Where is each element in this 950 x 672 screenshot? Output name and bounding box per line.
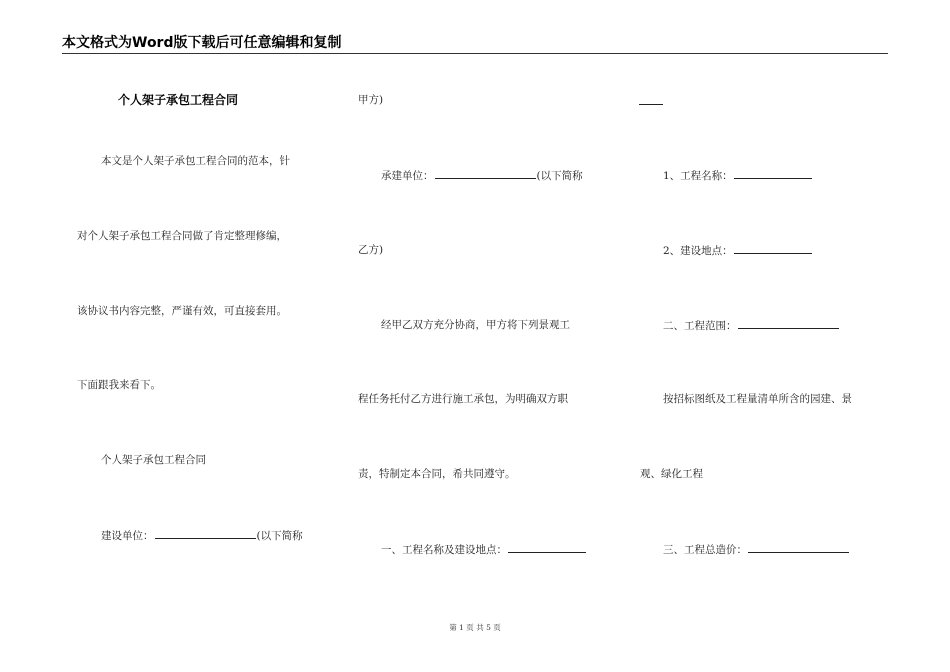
chengjian-danwei-line (381, 168, 583, 183)
body-line-2: 程任务托付乙方进行施工承包，为明确双方职 (358, 393, 568, 405)
body-line-3: 责，特制定本合同，希共同遵守。 (358, 468, 516, 480)
intro-line-2: 对个人架子承包工程合同做了肯定整理修编， (77, 230, 287, 242)
document-header: 本文格式为Word版下载后可任意编辑和复制 (62, 35, 342, 51)
scope-line-2: 观、绿化工程 (640, 468, 703, 480)
chengjian-danwei-suffix: (以下简称 (536, 170, 583, 182)
intro-line-3: 该协议书内容完整，严谨有效，可直接套用。 (77, 305, 287, 317)
col3-top-blank-line (638, 94, 664, 109)
section-2-line (663, 318, 840, 333)
jianshe-danwei-blank (155, 528, 256, 539)
item-1-blank (734, 168, 812, 179)
header-divider (62, 53, 888, 54)
item-2-line (663, 243, 813, 258)
jianshe-danwei-label: 建设单位： (101, 530, 154, 542)
section-2-label: 二、工程范围： (663, 320, 737, 332)
section-3-label: 三、工程总造价： (663, 544, 747, 556)
item-1-label: 1、工程名称： (663, 170, 733, 182)
jiafang-line: 甲方) (358, 94, 384, 106)
chengjian-danwei-label: 承建单位： (381, 170, 434, 182)
intro-line-4: 下面跟我来看下。 (77, 379, 161, 391)
section-3-line (663, 542, 850, 557)
jianshe-danwei-line (101, 528, 303, 543)
col3-top-blank (639, 94, 663, 105)
chengjian-danwei-blank (435, 168, 536, 179)
yifang-line: 乙方) (358, 244, 384, 256)
intro-line-1: 本文是个人架子承包工程合同的范本，针 (101, 155, 290, 167)
jianshe-danwei-suffix: (以下简称 (256, 530, 303, 542)
section-1-label: 一、工程名称及建设地点： (381, 544, 507, 556)
item-2-label: 2、建设地点： (663, 245, 733, 257)
item-1-line (663, 168, 813, 183)
section-3-blank (748, 542, 849, 553)
document-title: 个人架子承包工程合同 (118, 93, 239, 107)
section-1-line (381, 542, 587, 557)
section-2-blank (738, 318, 839, 329)
page-footer: 第 1 页 共 5 页 (449, 623, 501, 632)
item-2-blank (734, 243, 812, 254)
body-line-1: 经甲乙双方充分协商，甲方将下列景观工 (381, 319, 570, 331)
scope-line-1: 按招标图纸及工程量清单所含的园建、景 (663, 393, 852, 405)
section-1-blank (508, 542, 586, 553)
contract-subtitle: 个人架子承包工程合同 (101, 454, 206, 466)
